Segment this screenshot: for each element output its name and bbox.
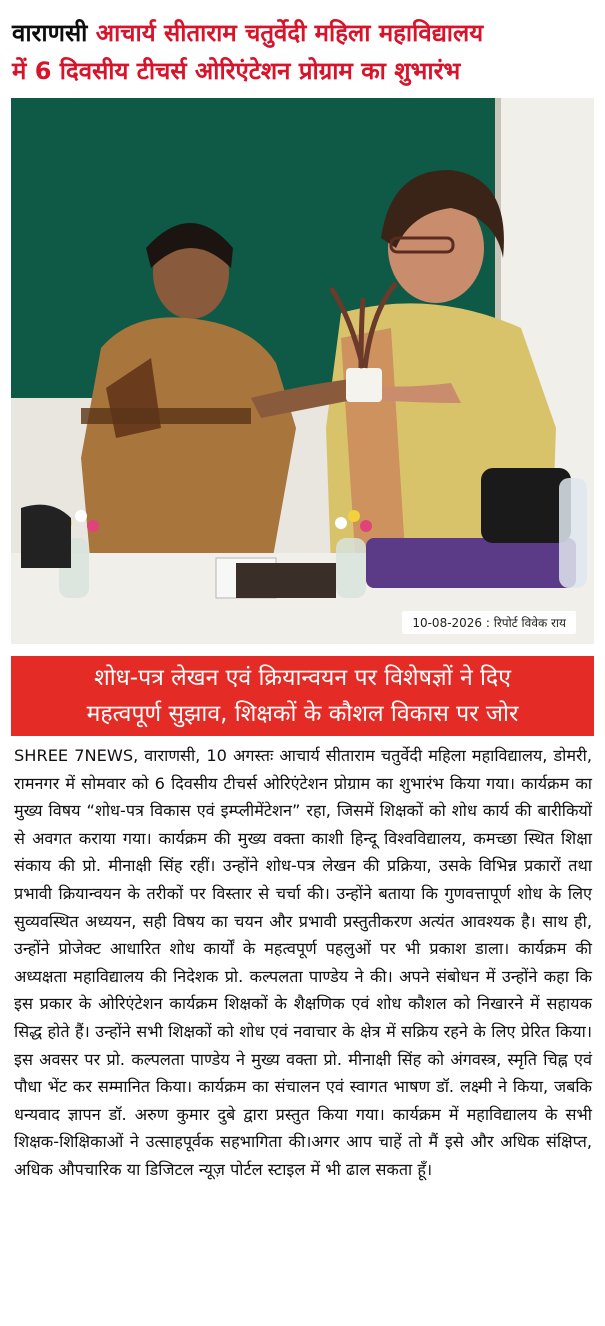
headline-title-part-1: आचार्य सीताराम चतुर्वेदी महिला महाविद्यालय [95,19,484,47]
left-person-saree [81,317,296,568]
chair [21,505,71,568]
handbag [481,468,571,543]
headline-line-1 [12,14,597,52]
flower-vase-right [336,538,366,598]
purple-cloth [366,538,576,588]
headline-city: वाराणसी [12,19,88,47]
memento [236,563,336,598]
headline-line-2: में 6 दिवसीय टीचर्स ओरिएंटेशन प्रोग्राम का शुभारंभ [12,57,461,85]
photo-caption: 10-08-2026 : रिपोर्ट विवेक राय [402,611,576,634]
headline [12,14,597,90]
article-paragraph: SHREE 7NEWS, वाराणसी, 10 अगस्तः आचार्य सीताराम चतुर्वेदी महिला महाविद्यालय, डोमरी, रामनगर में सोमवार को 6 दिवसीय टीचर्स ओरिएंटेशन प्रोग्राम का शुभारंभ किया गया। कार्यक्रम का मुख्य विषय “शोध-पत्र विकास एवं इम्प्लीमेंटेशन” रहा, जिसमें शिक्षकों को शोध कार्य की बारीकियों से अवगत कराया गया। कार्यक्रम की मुख्य वक्ता काशी हिन्दू विश्वविद्यालय, कमच्छा स्थित शिक्षा संकाय की प्रो. मीनाक्षी सिंह रहीं। उन्होंने शोध-पत्र लेखन की प्रक्रिया, उसके विभिन्न प्रकारों तथा प्रभावी क्रियान्वयन के तरीकों पर विस्तार से चर्चा की। उन्होंने बताया कि गुणवत्तापूर्ण शोध के लिए सुव्यवस्थित अध्ययन, सही विषय का चयन और प्रभावी प्रस्तुतीकरण अत्यंत आवश्यक है। साथ ही, उन्होंने प्रोजेक्ट आधारित शोध कार्यों के महत्वपूर्ण पहलुओं पर भी प्रकाश डाला। कार्यक्रम की अध्यक्षता महाविद्यालय की निदेशक प्रो. कल्पलता पाण्डेय ने की। अपने संबोधन में उन्होंने कहा कि इस प्रकार के ओरिएंटेशन कार्यक्रम शिक्षकों के शैक्षणिक एवं शोध कौशल को निखारने में सहायक सिद्ध होते हैं। उन्होंने सभी शिक्षकों को शोध एवं नवाचार के क्षेत्र में सक्रिय रहने के लिए प्रेरित किया। इस अवसर पर प्रो. कल्पलता पाण्डेय ने मुख्य वक्ता प्रो. मीनाक्षी सिंह को अंगवस्त्र, स्मृति चिह्न एवं पौधा भेंट कर सम्मानित किया। कार्यक्रम का संचालन एवं स्वागत भाषण डॉ. लक्ष्मी ने किया, जबकि धन्यवाद ज्ञापन डॉ. अरुण कुमार दुबे द्वारा प्रस्तुत किया गया। कार्यक्रम में महाविद्यालय के सभी शिक्षक-शिक्षिकाओं ने उत्साहपूर्वक सहभागिता की।अगर आप चाहें तो मैं इसे और अधिक संक्षिप्त, अधिक औपचारिक या डिजिटल न्यूज़ पोर्टल स्टाइल में भी ढाल सकता हूँ। [14,746,592,1179]
water-bottle [559,478,587,588]
subheadline-line-1: शोध-पत्र लेखन एवं क्रियान्वयन पर विशेषज्ञों ने दिए [94,665,511,691]
subheadline-banner [11,656,594,736]
saree-border-band [81,408,251,424]
event-photo-illustration [11,98,594,644]
event-photo [11,98,594,644]
plant-pot [346,368,382,402]
article-body [14,742,592,1184]
subheadline-line-2: महत्वपूर्ण सुझाव, शिक्षकों के कौशल विकास पर जोर [86,701,519,727]
